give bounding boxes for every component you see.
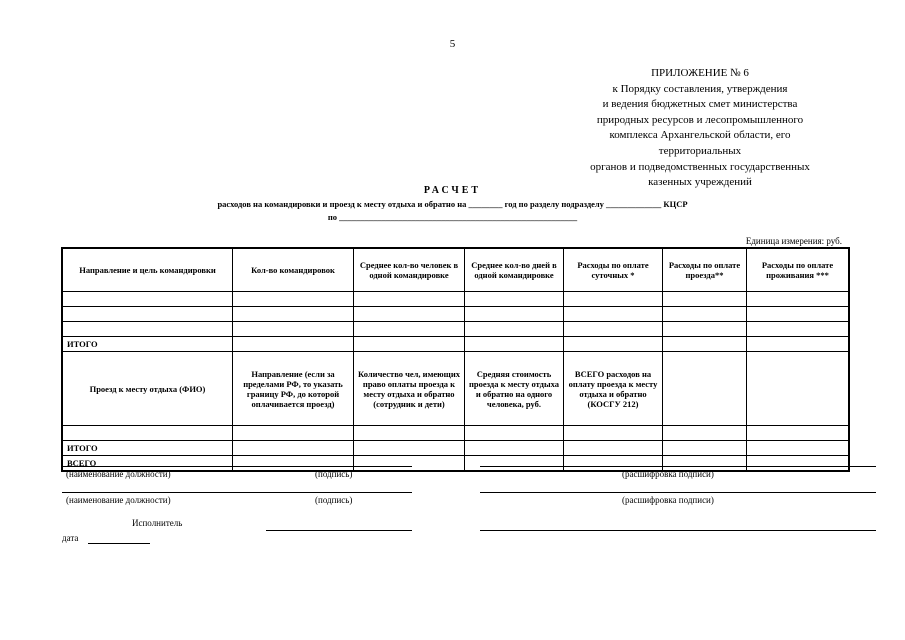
unit-of-measure: Единица измерения: руб. xyxy=(745,236,842,246)
table-cell[interactable] xyxy=(747,456,849,471)
table-row xyxy=(63,292,849,307)
table-cell[interactable] xyxy=(747,292,849,307)
header-cell: Среднее кол-во дней в одной командировке xyxy=(465,249,564,292)
table-cell[interactable] xyxy=(465,441,564,456)
table-cell[interactable] xyxy=(663,352,747,426)
appendix-block xyxy=(560,66,840,191)
header-cell: ВСЕГО расходов на оплату проезда к месту отдыха и обратно (КОСГУ 212) xyxy=(564,352,663,426)
table-cell[interactable] xyxy=(747,441,849,456)
appendix-line: к Порядку составления, утверждения xyxy=(612,82,788,95)
table-cell[interactable] xyxy=(465,456,564,471)
table-cell[interactable] xyxy=(465,292,564,307)
table-cell[interactable] xyxy=(354,292,465,307)
document-subtitle: расходов на командировки и проезд к месту отдыха и обратно на ________ год по разделу подразделу _____________ КЦСР xyxy=(217,199,688,209)
total-label: ИТОГО xyxy=(63,441,233,456)
header-cell: Расходы по оплате проживания *** xyxy=(747,249,849,292)
document-title: РАСЧЕТ xyxy=(423,185,482,196)
table-cell[interactable] xyxy=(747,426,849,441)
table-cell[interactable] xyxy=(354,337,465,352)
calculation-table xyxy=(62,248,849,471)
header-cell: Количество чел, имеющих право оплаты проезда к месту отдыха и обратно (сотрудник и дети) xyxy=(354,352,465,426)
executor-line[interactable] xyxy=(266,530,412,531)
table-row xyxy=(63,322,849,337)
signature-caption: (подпись) xyxy=(315,469,353,479)
grand-total-label: ВСЕГО xyxy=(63,456,233,471)
header-cell: Расходы по оплате суточных * xyxy=(564,249,663,292)
decode-signature-line[interactable] xyxy=(480,492,876,493)
header-cell: Средняя стоимость проезда к месту отдыха и обратно на одного человека, руб. xyxy=(465,352,564,426)
decode-caption: (расшифровка подписи) xyxy=(622,469,714,479)
appendix-line: и ведения бюджетных смет министерства xyxy=(602,98,798,111)
executor-decode-line[interactable] xyxy=(480,530,876,531)
decode-signature-line[interactable] xyxy=(480,466,876,467)
position-caption: (наименование должности) xyxy=(66,495,171,505)
table-cell[interactable] xyxy=(747,352,849,426)
table-cell[interactable] xyxy=(233,426,354,441)
header-cell: Направление (если за пределами РФ, то указать границу РФ, до которой оплачивается проезд) xyxy=(233,352,354,426)
vacation-header-row xyxy=(63,352,849,426)
table-cell[interactable] xyxy=(354,456,465,471)
table-cell[interactable] xyxy=(354,322,465,337)
position-signature-line[interactable] xyxy=(62,466,412,467)
table-cell[interactable] xyxy=(564,441,663,456)
header-cell: Кол-во командировок xyxy=(233,249,354,292)
table-cell[interactable] xyxy=(63,426,233,441)
table-cell[interactable] xyxy=(63,307,233,322)
table-cell[interactable] xyxy=(465,426,564,441)
total-label: ИТОГО xyxy=(63,337,233,352)
page-number: 5 xyxy=(449,38,456,50)
total-row xyxy=(63,337,849,352)
table-cell[interactable] xyxy=(233,322,354,337)
table-cell[interactable] xyxy=(465,322,564,337)
table-cell[interactable] xyxy=(354,307,465,322)
appendix-line: казенных учреждений xyxy=(648,176,752,189)
table-cell[interactable] xyxy=(63,322,233,337)
table-cell[interactable] xyxy=(747,307,849,322)
table-cell[interactable] xyxy=(564,292,663,307)
table-cell[interactable] xyxy=(354,441,465,456)
table-cell[interactable] xyxy=(747,337,849,352)
appendix-line: территориальных xyxy=(658,144,742,157)
table-cell[interactable] xyxy=(663,292,747,307)
header-cell: Расходы по оплате проезда** xyxy=(663,249,747,292)
table-header-row xyxy=(63,249,849,292)
table-row xyxy=(63,426,849,441)
table-cell[interactable] xyxy=(233,292,354,307)
position-signature-line[interactable] xyxy=(62,492,412,493)
appendix-line: органов и подведомственных государственных xyxy=(590,160,810,173)
table-cell[interactable] xyxy=(663,337,747,352)
appendix-line: природных ресурсов и лесопромышленного xyxy=(596,113,804,126)
table-cell[interactable] xyxy=(564,426,663,441)
header-cell: Направление и цель командировки xyxy=(63,249,233,292)
table-cell[interactable] xyxy=(233,441,354,456)
total-row xyxy=(63,441,849,456)
table-cell[interactable] xyxy=(465,307,564,322)
table-cell[interactable] xyxy=(663,307,747,322)
date-label: дата xyxy=(62,533,79,543)
signature-caption: (подпись) xyxy=(315,495,353,505)
header-cell: Среднее кол-во человек в одной командировке xyxy=(354,249,465,292)
grand-total-row xyxy=(63,456,849,471)
table-cell[interactable] xyxy=(564,322,663,337)
table-cell[interactable] xyxy=(564,307,663,322)
header-cell: Проезд к месту отдыха (ФИО) xyxy=(63,352,233,426)
table-cell[interactable] xyxy=(663,441,747,456)
executor-label: Исполнитель xyxy=(132,518,183,528)
appendix-line: комплекса Архангельской области, его xyxy=(609,129,791,142)
table-row xyxy=(63,307,849,322)
table-cell[interactable] xyxy=(663,322,747,337)
table-cell[interactable] xyxy=(564,337,663,352)
decode-caption: (расшифровка подписи) xyxy=(622,495,714,505)
date-line[interactable] xyxy=(88,543,150,544)
table-cell[interactable] xyxy=(465,337,564,352)
table-cell[interactable] xyxy=(747,322,849,337)
table-cell[interactable] xyxy=(233,307,354,322)
appendix-line: ПРИЛОЖЕНИЕ № 6 xyxy=(651,67,749,79)
position-caption: (наименование должности) xyxy=(66,469,171,479)
document-subtitle-recipient: по ________________________________________________________ xyxy=(327,212,578,222)
table-cell[interactable] xyxy=(663,426,747,441)
table-cell[interactable] xyxy=(63,292,233,307)
table-cell[interactable] xyxy=(233,337,354,352)
table-cell[interactable] xyxy=(354,426,465,441)
